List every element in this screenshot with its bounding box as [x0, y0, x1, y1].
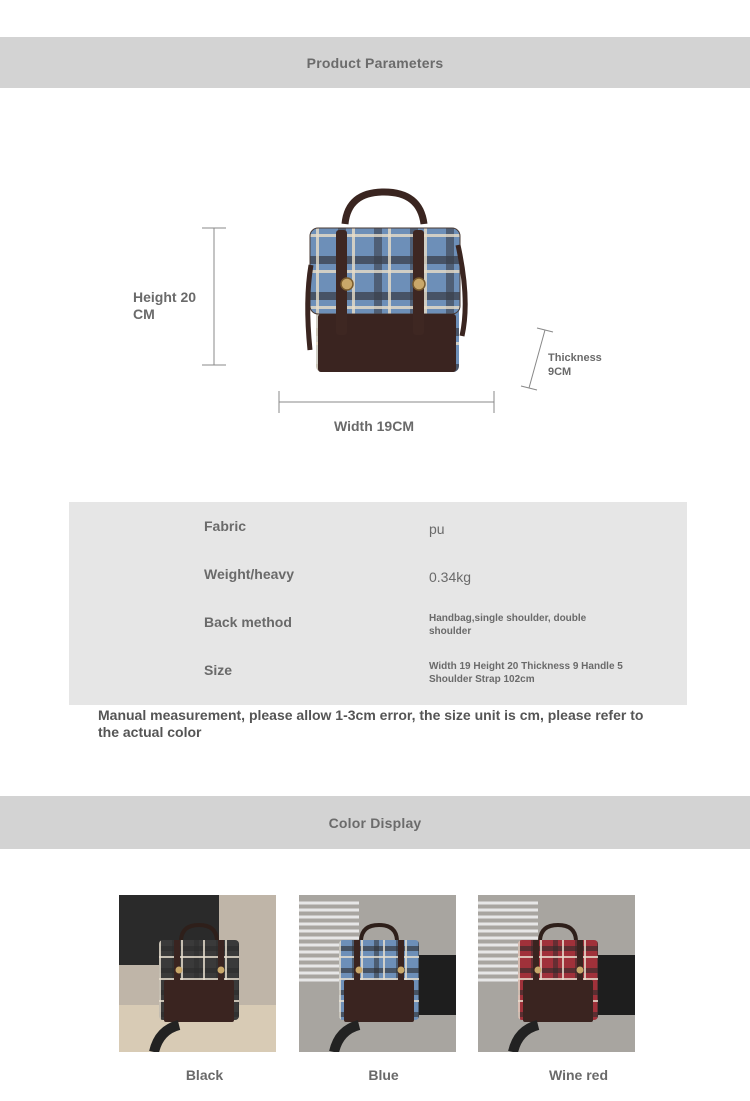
parameters-table — [69, 502, 687, 705]
bag-illustration — [308, 192, 465, 372]
param-value: pu — [429, 521, 445, 537]
color-photo-wine-red[interactable] — [478, 895, 635, 1052]
section-title: Color Display — [328, 814, 422, 831]
dimension-diagram — [0, 100, 750, 450]
color-photo-black[interactable] — [119, 895, 276, 1052]
color-photo-blue[interactable] — [299, 895, 456, 1052]
color-label-blue: Blue — [368, 1067, 399, 1083]
param-key: Fabric — [204, 518, 247, 534]
section-header-colors — [0, 796, 750, 849]
param-key: Size — [204, 662, 233, 678]
thickness-label: Thickness 9CM — [548, 352, 602, 378]
color-label-black: Black — [185, 1067, 224, 1083]
measurement-note: Manual measurement, please allow 1-3cm error, the size unit is cm, please refer to the actual color — [98, 707, 644, 740]
param-value: Handbag,single shoulder, double shoulder — [429, 613, 587, 637]
param-value: 0.34kg — [429, 569, 472, 585]
width-label: Width 19CM — [334, 418, 414, 434]
param-key: Weight/heavy — [204, 566, 294, 582]
section-title: Product Parameters — [306, 54, 444, 71]
param-key: Back method — [204, 614, 292, 630]
height-label: Height 20 CM — [133, 289, 197, 322]
param-value: Width 19 Height 20 Thickness 9 Handle 5 Shoulder Strap 102cm — [429, 661, 623, 685]
section-header-parameters — [0, 37, 750, 88]
width-dimension-line — [279, 391, 494, 413]
color-label-wine-red: Wine red — [549, 1067, 608, 1083]
